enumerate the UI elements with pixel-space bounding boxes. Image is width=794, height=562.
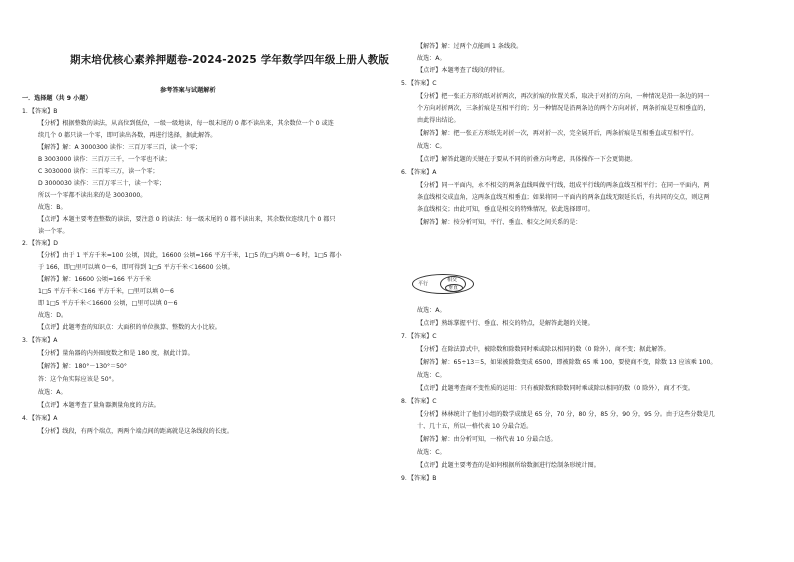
text-line: 3．【答案】A [22,337,58,344]
text-line: 【点评】本题考查了量角器测量角度的方法。 [38,402,160,409]
text-line: 故选：C。 [417,449,446,456]
text-line: 【分析】林林统计了他们小组的数学成绩是 65 分，70 分，80 分，85 分，90 分，95 分。由于这些分数是几 [417,411,715,418]
text-line: 故选：A。 [417,307,446,314]
venn-core-label: 垂直 [448,285,459,291]
text-line: 【分析】把一张正方形的纸对折两次，再次折痕的位置关系，取决于对折的方向，一种情况是沿一条边的同一 [417,93,710,100]
text-line: 【解答】解：180°－130°＝50° [38,363,127,370]
text-line: 故选：C。 [417,143,446,150]
text-line: 条直线相交成直角，这两条直线互相垂直；如果将同一平面内的两条直线无限延长后，有共同的交点，则这两 [417,194,710,201]
text-line: 故选：A。 [417,55,446,62]
text-line: 【分析】线段，有两个端点，两两个端点间的距离就是这条线段的长度。 [38,428,233,435]
text-line: 5．【答案】C [401,80,437,87]
text-line: 故选：D。 [38,312,68,319]
venn-inner-label: 相交 [447,277,458,283]
text-line: 答：这个角实际应该是 50°。 [38,376,118,383]
text-line: 【点评】本题考查了线段的特征。 [417,67,509,74]
text-line: 【解答】解：A 3000300 读作：三百万零三百，读一个零； [38,144,202,151]
text-line: 【分析】根据整数的读法，从高位到低位，一级一级地读，每一级末尾的 0 都不读出来，其余数位一个 0 或连 [38,120,334,127]
text-line: 9．【答案】B [401,475,437,482]
text-line: 6．【答案】A [401,169,437,176]
text-line: 故选：C。 [417,372,446,379]
text-line: 于 166，即□里可以填 0～6，即可得到 1□5 平方千米＜16600 公顷。 [38,264,234,271]
text-line: 个方向对折两次，三条折痕是互相平行的；另一种情况是沿两条边的两个方向对折，两条折痕是互相垂直的， [417,105,710,112]
text-line: 故选：B。 [38,204,67,211]
text-line: B 3003000 读作：三百万三千，一个零也不读； [38,156,171,163]
text-line: 【分析】在除法算式中，被除数和除数同时乘或除以相同的数（0 除外），商不变；据此解答。 [417,346,670,353]
relationship-venn-diagram [412,272,474,296]
text-line: 【点评】解答此题的关键在于要从不同的折叠方向考虑，具体操作一下会更简捷。 [417,156,637,163]
text-line: D 3000030 读作：三百万零三十，读一个零； [38,180,166,187]
text-line: 【点评】此题主要考查的是如何根据所给数据进行绘制条形统计图。 [417,462,600,469]
text-line: 【点评】本题主要考查整数的读法，要注意 0 的读法：每一级末尾的 0 都不读出来，其余数位连续几个 0 都只 [38,216,336,223]
text-line: 7．【答案】C [401,333,437,340]
text-line: 4．【答案】A [22,415,58,422]
text-line: 一．选择题（共 9 小题） [22,95,92,102]
text-line: 读一个零。 [38,228,69,235]
text-line: 【解答】解：过两个点能画 1 条线段。 [417,43,523,50]
text-line: 即 1□5 平方千米＜16600 公顷，□里可以填 0～6 [38,300,178,307]
text-line: 十、几十五，所以一格代表 10 分最合适。 [417,423,533,430]
text-line: 由此得出结论。 [417,117,460,124]
text-line: C 3030000 读作：三百零三万，读一个零； [38,168,159,175]
text-line: 【点评】此题考查的知识点：大面积的单位换算、整数的大小比较。 [38,324,221,331]
text-line: 【分析】由于 1 平方千米=100 公顷，因此，16600 公顷=166 平方千米，1□5 的□内填 0～6 时，1□5 都小 [38,252,342,259]
page-subtitle: 参考答案与试题解析 [160,87,216,94]
text-line: 续几个 0 都只读一个零，即可读出各数，再进行选择，据此解答。 [38,132,217,139]
text-line: 【点评】熟练掌握平行、垂直、相交的特点，是解答此题的关键。 [417,320,594,327]
text-line: 条直线相交；由此可知，垂直是相交的特殊情况，依此选择即可。 [417,206,594,213]
text-line: 8．【答案】C [401,398,437,405]
text-line: 【解答】解：按分析可知，平行、垂直、相交之间关系的是： [417,219,582,226]
text-line: 【分析】量角器的内外圈度数之和是 180 度，据此计算。 [38,350,194,357]
page-title: 期末培优核心素养押题卷-2024-2025 学年数学四年级上册人教版 [70,54,390,66]
text-line: 1．【答案】B [22,108,58,115]
text-line: 【解答】解：由分析可知，一格代表 10 分最合适。 [417,436,557,443]
text-line: 【解答】解：16600 公顷=166 平方千米 [38,276,152,283]
text-line: 故选：A。 [38,389,67,396]
text-line: 2．【答案】D [22,240,58,247]
text-line: 所以一个零都不读出来的是 3003000。 [38,192,147,199]
text-line: 1□5 平方千米＜166 平方千米，□里可以填 0～6 [38,288,174,295]
text-line: 【分析】同一平面内，永不相交的两条直线叫做平行线，组成平行线的两条直线互相平行；在同一平面内，两 [417,182,710,189]
venn-outer-label: 平行 [418,281,429,287]
text-line: 【解答】解：65÷13＝5，如果被除数变成 6500，即被除数 65 乘 100，要使商不变，除数 13 应该乘 100。 [417,359,717,366]
text-line: 【点评】此题考查商不变性质的运用：只有被除数和除数同时乘或除以相同的数（0 除外），商才不变。 [417,385,694,392]
text-line: 【解答】解：把一张正方形纸先对折一次，再对折一次，完全展开后，两条折痕是互相垂直或互相平行。 [417,130,698,137]
